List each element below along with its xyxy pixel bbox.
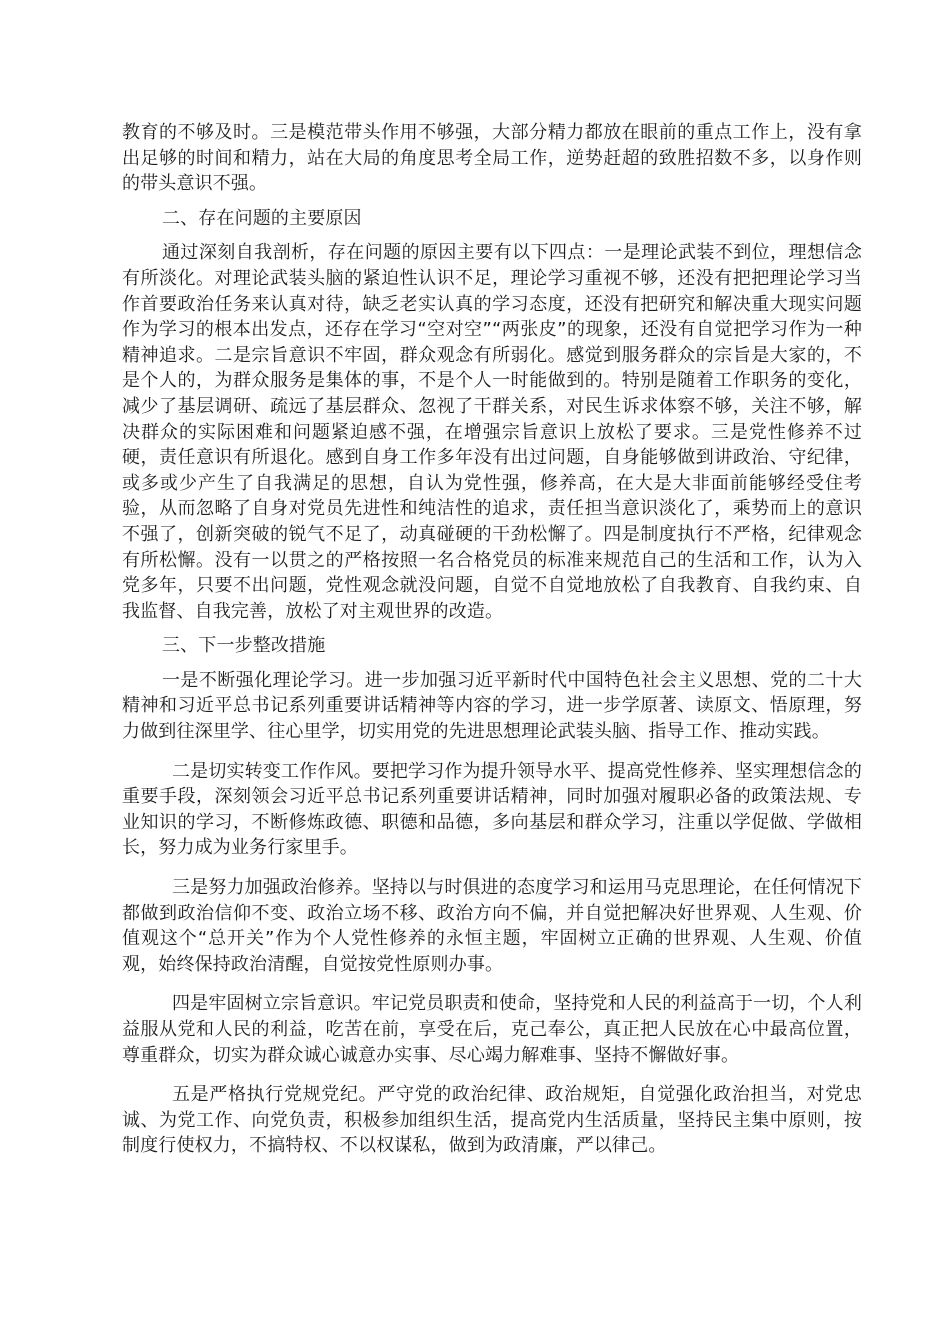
paragraph-measure-party-discipline: 五是严格执行党规党纪。严守党的政治纪律、政治规矩，自觉强化政治担当，对党忠诚、为党工作、向党负责，积极参加组织生活，提高党内生活质量，坚持民主集中原则，按制度行使权力，不搞特权、不以权谋私，做到为政清廉，严以律己。: [122, 1084, 862, 1157]
paragraph-measure-theory-study: 一是不断强化理论学习。进一步加强习近平新时代中国特色社会主义思想、党的二十大精神和习近平总书记系列重要讲话精神等内容的学习，进一步学原著、读原文、悟原理，努力做到往深里学、往心里学，切实用党的先进思想理论武装头脑、指导工作、推动实践。: [122, 669, 862, 743]
paragraph-measure-political-cultivation: 三是努力加强政治修养。坚持以与时俱进的态度学习和运用马克思理论，在任何情况下都做到政治信仰不变、政治立场不移、政治方向不偏，并自觉把解决好世界观、人生观、价值观这个“总开关”作为个人党性修养的永恒主题，牢固树立正确的世界观、人生观、价值观，始终保持政治清醒，自觉按党性原则办事。: [122, 877, 862, 975]
paragraph-main-causes: 通过深刻自我剖析，存在问题的原因主要有以下四点：一是理论武装不到位，理想信念有所淡化。对理论武装头脑的紧迫性认识不足，理论学习重视不够，还没有把把理论学习当作首要政治任务来认真对待，缺乏老实认真的学习态度，还没有把研究和解决重大现实问题作为学习的根本出发点，还存在学习“空对空”“两张皮”的现象，还没有自觉把学习作为一种精神追求。二是宗旨意识不牢固，群众观念有所弱化。感觉到服务群众的宗旨是大家的，不是个人的，为群众服务是集体的事，不是个人一时能做到的。特别是随着工作职务的变化，减少了基层调研、疏远了基层群众、忽视了干群关系，对民生诉求体察不够，关注不够，解决群众的实际困难和问题紧迫感不强，在增强宗旨意识上放松了要求。三是党性修养不过硬，责任意识有所退化。感到自身工作多年没有出过问题，自身能够做到讲政治、守纪律，或多或少产生了自我满足的思想，自认为党性强，修养高，在大是大非面前能够经受住考验，从而忽略了自身对党员先进性和纯洁性的追求，责任担当意识淡化了，乘势而上的意识不强了，创新突破的锐气不足了，动真碰硬的干劲松懈了。四是制度执行不严格，纪律观念有所松懈。没有一以贯之的严格按照一名合格党员的标准来规范自己的生活和工作，认为入党多年，只要不出问题，党性观念就没问题，自觉不自觉地放松了自我教育、自我约束、自我监督、自我完善，放松了对主观世界的改造。: [122, 242, 862, 622]
paragraph-measure-purpose-awareness: 四是牢固树立宗旨意识。牢记党员职责和使命，坚持党和人民的利益高于一切，个人利益服从党和人民的利益，吃苦在前，享受在后，克己奉公，真正把人民放在心中最高位置，尊重群众，切实为群众诚心诚意办实事、尽心竭力解难事、坚持不懈做好事。: [122, 993, 862, 1066]
section-heading-main-causes: 二、存在问题的主要原因: [162, 207, 362, 229]
section-heading-rectification-measures: 三、下一步整改措施: [162, 635, 326, 657]
paragraph-intro-continuation: 教育的不够及时。三是模范带头作用不够强，大部分精力都放在眼前的重点工作上，没有拿出足够的时间和精力，站在大局的角度思考全局工作，逆势赶超的致胜招数不多，以身作则的带头意识不强。: [122, 122, 862, 195]
paragraph-measure-work-style: 二是切实转变工作作风。要把学习作为提升领导水平、提高党性修养、坚实理想信念的重要手段，深刻领会习近平总书记系列重要讲话精神，同时加强对履职必备的政策法规、专业知识的学习，不断修炼政德、职德和品德，多向基层和群众学习，注重以学促做、学做相长，努力成为业务行家里手。: [122, 760, 862, 859]
document-page: [122, 120, 862, 1173]
